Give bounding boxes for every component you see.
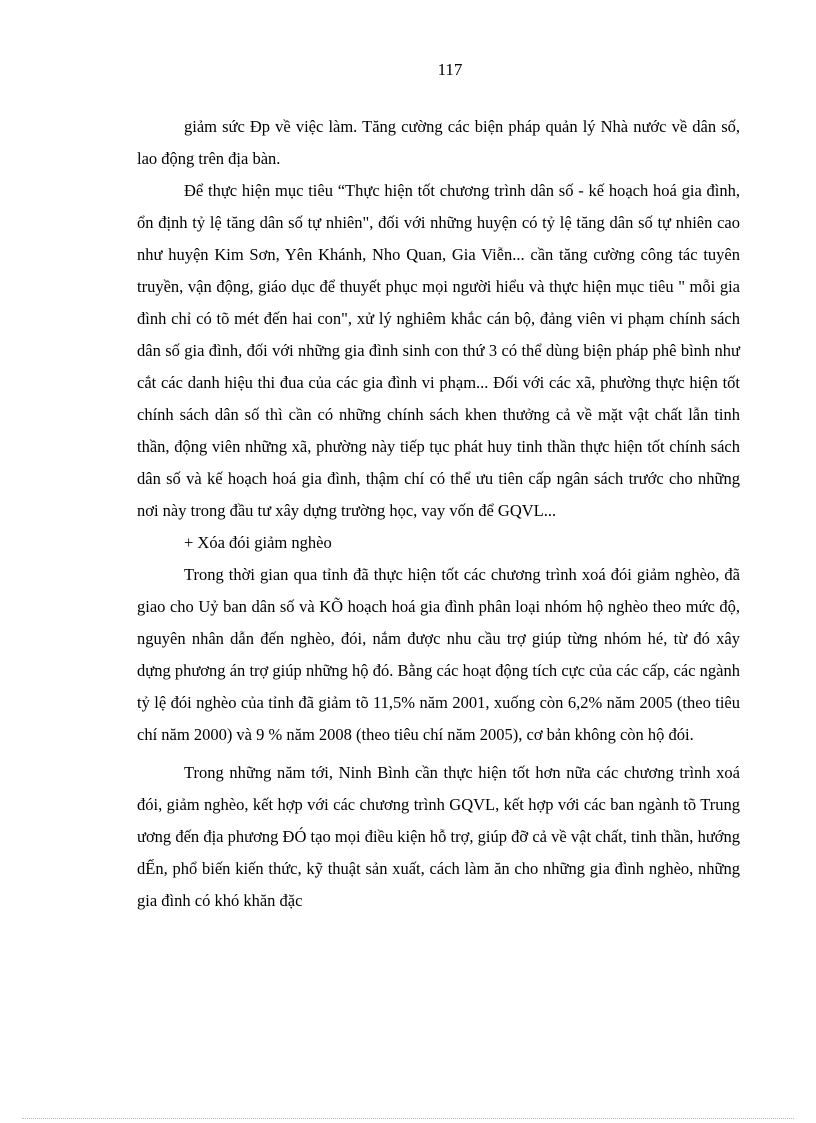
paragraph-future-plans: Trong những năm tới, Ninh Bình cần thực hiện tốt hơn nữa các chương trình xoá đói, giảm nghèo, kết hợp với các chương trình GQVL, kết hợp với các ban ngành tõ Trung ương đến địa phương ĐÓ tạo mọi điều kiện hỗ trợ, giúp đỡ cả về vật chất, tinh thần, hướng dẾn, phổ biến kiến thức, kỹ thuật sản xuất, cách làm ăn cho những gia đình nghèo, những gia đình có khó khăn đặc	[137, 763, 740, 910]
paragraph-poverty-results: Trong thời gian qua tỉnh đã thực hiện tốt các chương trình xoá đói giảm nghèo, đã giao cho Uỷ ban dân số và KÕ hoạch hoá gia đình phân loại nhóm hộ nghèo theo mức độ, nguyên nhân dẫn đến nghèo, đói, nắm được nhu cầu trợ giúp từng nhóm hé, từ đó xây dựng phương án trợ giúp những hộ đó. Bằng các hoạt động tích cực của các cấp, các ngành tỷ lệ đói nghèo của tỉnh đã giảm tõ 11,5% năm 2001, xuống còn 6,2% năm 2005 (theo tiêu chí năm 2000) và 9 % năm 2008 (theo tiêu chí năm 2005), cơ bản không còn hộ đói.	[137, 565, 740, 744]
section-heading-poverty-reduction: + Xóa đói giảm nghèo	[184, 533, 332, 552]
body-text	[137, 111, 740, 917]
paragraph-continuation: giảm sức Đp về việc làm. Tăng cường các biện pháp quản lý Nhà nước về dân số, lao động trên địa bàn.	[137, 117, 740, 168]
page-bottom-divider	[22, 1118, 794, 1119]
paragraph-population-policy: Để thực hiện mục tiêu “Thực hiện tốt chương trình dân số - kế hoạch hoá gia đình, ổn định tỷ lệ tăng dân số tự nhiên", đối với những huyện có tỷ lệ tăng dân số tự nhiên cao như huyện Kim Sơn, Yên Khánh, Nho Quan, Gia Viễn... cần tăng cường công tác tuyên truyền, vận động, giáo dục để thuyết phục mọi người hiểu và thực hiện mục tiêu " mỗi gia đình chỉ có tõ mét đến hai con", xử lý nghiêm khắc cán bộ, đảng viên vi phạm chính sách dân số gia đình, đối với những gia đình sinh con thứ 3 có thể dùng biện pháp phê bình như cắt các danh hiệu thi đua của các gia đình vi phạm... Đối với các xã, phường thực hiện tốt chính sách dân số thì cần có những chính sách khen thưởng cả về mặt vật chất lẫn tinh thần, động viên những xã, phường này tiếp tục phát huy tinh thần thực hiện tốt chính sách dân số và kế hoạch hoá gia đình, thậm chí có thể ưu tiên cấp ngân sách trước cho những nơi này trong đầu tư xây dựng trường học, vay vốn để GQVL...	[137, 181, 740, 520]
page-number: 117	[437, 60, 463, 79]
